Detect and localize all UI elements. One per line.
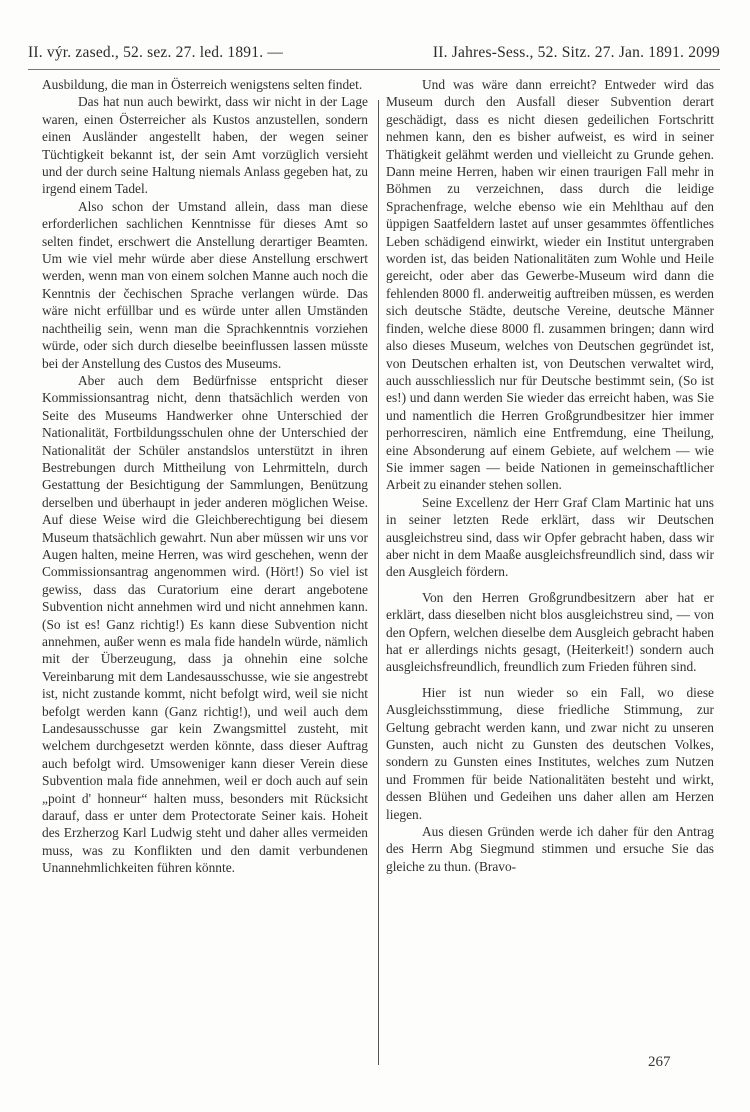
paragraph: Aber auch dem Bedürfnisse entspricht dieser Kommissionsantrag nicht, denn thatsächlich werden von Seite des Museums Handwerker ohne Unterschied der Nationalität, Fortbildungsschulen ohne der Unterschied der Nationalität der Schüler anstandslos unterstützt in ihren Bestrebungen durch Mittheilung von Lehrmitteln, durch Gestattung der Besichtigung der Sammlungen, Benützung derselben und überhaupt in jeder anderen möglichen Weise. Auf diese Weise wird die Gleichberechtigung bei diesem Museum thatsächlich gewahrt. Nun aber müssen wir uns vor Augen halten, meine Herren, was wird geschehen, wenn der Commissionsantrag angenommen wird. (Hört!) So viel ist gewiss, dass das Curatorium eine derart angebotene Subvention nicht annehmen wird und nicht annehmen kann. (So ist es! Ganz richtig!) Es kann diese Subvention nicht annehmen, außer wenn es mala fide handeln würde, nämlich mit der Überzeugung, dass ja ohnehin eine solche Vereinbarung mit dem Landesausschusse, wie sie angestrebt ist, nicht zustande kommt, nicht befolgt wird, weil sie nicht befolgt werden kann (Ganz richtig!), und weil auch dem Landesausschusse gar kein Zwangsmittel zusteht, mit welchem durchgesetzt werden könnte, dass dieser Auftrag auch befolgt wird. Umsoweniger kann dieser Verein diese Subvention mala fide annehmen, weil er doch auch auf sein „point d' honneur“ halten muss, besonders mit Rücksicht darauf, dass er unter dem Protectorate Seiner kais. Hoheit des Erzherzog Karl Ludwig steht und daher alles vermeiden muss, was zu Konflikten und den damit verbundenen Unannehmlichkeiten führen könnte. xyxy=(42,372,368,876)
header-german: II. Jahres-Sess., 52. Sitz. 27. Jan. 1891. 2099 xyxy=(432,44,720,61)
paragraph: Aus diesen Gründen werde ich daher für den Antrag des Herrn Abg Siegmund stimmen und ersuche Sie das gleiche zu thun. (Bravo- xyxy=(386,824,714,874)
signature-number: 267 xyxy=(648,1054,671,1070)
paragraph: Das hat nun auch bewirkt, dass wir nicht in der Lage waren, einen Österreicher als Kustos anzustellen, sondern einen Ausländer angestellt haben, der wegen seiner Tüchtigkeit bekannt ist, der sein Amt vorzüglich versieht und der durch seine Haltung niemals Anlass gegeben hat, zu irgend einem Tadel. xyxy=(42,94,368,197)
header-czech: II. výr. zased., 52. sez. 27. led. 1891. — xyxy=(28,44,284,61)
paragraph: Seine Excellenz der Herr Graf Clam Martinic hat uns in seiner letzten Rede erklärt, dass wir Deutschen ausgleichstreu sind, dass wir Opfer gebracht haben, dass wir aber nicht in dem Maaße ausgleichsfreundlich sind, dass wir den Ausgleich fördern. xyxy=(386,494,714,580)
paragraph: Von den Herren Großgrundbesitzern aber hat er erklärt, dass dieselben nicht blos ausgleichstreu sind, — von den Opfern, welchen dieselbe dem Ausgleich gebracht haben hat er allerdings nichts gesagt, (Heiterkeit!) sondern auch ausgleichsfreundlich, freundlich zum Frieden führen sind. xyxy=(386,589,714,675)
paragraph: Also schon der Umstand allein, dass man diese erforderlichen sachlichen Kenntnisse für dieses Amt so selten findet, erschwert die Anstellung derartiger Beamten. Um wie viel mehr würde aber diese Anstellung erschwert werden, wenn man von einem solchen Manne auch noch die Kenntnis der čechischen Sprache verlangen würde. Das wäre nicht erfüllbar und es würde unter allen Umständen nachtheilig sein, wenn man die Sprachkenntnis vorziehen würde, oder sich durch dieselbe beeinflussen lassen müsste bei der Anstellung des Custos des Museums. xyxy=(42,198,368,371)
column-divider xyxy=(378,100,379,1065)
right-column xyxy=(386,76,714,875)
paragraph: Hier ist nun wieder so ein Fall, wo diese Ausgleichsstimmung, diese friedliche Stimmung, zur Geltung gebracht werden kann, und zwar nicht zu unseren Gunsten, auch nicht zu Gunsten des deutschen Volkes, sondern zu Gunsten eines Institutes, welches zum Nutzen und Frommen für beide Nationalitäten besteht und wirkt, dessen Blühen und Gedeihen uns daher allen am Herzen liegen. xyxy=(386,684,714,822)
paragraph: Ausbildung, die man in Österreich wenigstens selten findet. xyxy=(42,77,363,92)
paragraph: Und was wäre dann erreicht? Entweder wird das Museum durch den Ausfall dieser Subvention derart geschädigt, dass es nicht diesen gedeilichen Fortschritt nehmen kann, den es bisher aufweist, es wird in seiner Thätigkeit gelähmt werden und vielleicht zu Grunde gehen. Dann meine Herren, haben wir einen traurigen Fall mehr in Böhmen zu verzeichnen, dass durch die leidige Sprachenfrage, welche ebenso wie ein Mehlthau auf den üppigen Saatfeldern lastet auf unser gesammtes öffentliches Leben schädigend einwirkt, wieder ein Institut untergraben worden ist, das beiden Nationalitäten zum Wohle und Heile gereicht, oder aber das Gewerbe-Museum wird dann die fehlenden 8000 fl. anderweitig auftreiben müssen, es werden sich deutsche Städte, deutsche Vereine, deutsche Männer finden, welche diese 8000 fl. zusammen bringen; dann wird also dieses Museum, welches von Deutschen gegründet ist, von Deutschen erhalten ist, von Deutschen verwaltet wird, auch ausschliesslich nur für Deutsche bestimmt sein, (So ist es!) und dann werden Sie wieder das erreicht haben, was Sie und namentlich die Herren Großgrundbesitzer hier immer perhorresciren, nämlich eine Entfremdung, eine Theilung, eine Absonderung auf einem Gebiete, auf welchem — wie Sie immer sagen — beide Nationen in gemeinschaftlicher Arbeit zu einander stehen sollen. xyxy=(386,77,714,493)
left-column xyxy=(42,76,368,877)
running-header xyxy=(28,44,720,66)
header-rule xyxy=(28,69,720,70)
